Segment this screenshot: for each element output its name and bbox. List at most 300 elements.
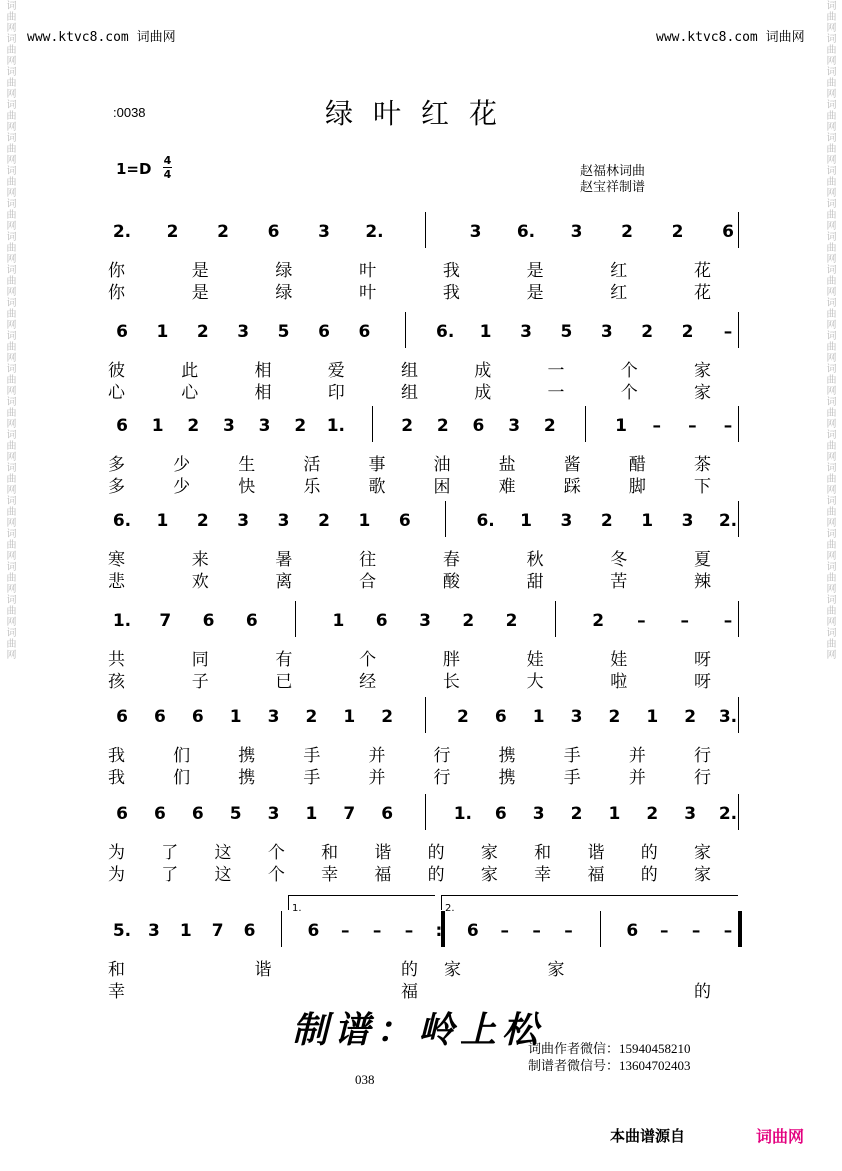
note: 1 xyxy=(179,921,192,941)
note: 2. xyxy=(718,511,738,531)
note: 3 xyxy=(570,222,583,242)
note: 3 xyxy=(681,511,694,531)
barline xyxy=(738,697,739,733)
volta-label: 1. xyxy=(292,903,302,914)
note: – xyxy=(372,921,382,941)
note: 6 xyxy=(375,611,388,631)
lyric-char: 的 xyxy=(640,865,658,885)
barline xyxy=(738,601,739,637)
lyric-char: 组 xyxy=(401,361,418,381)
note: – xyxy=(723,416,733,436)
lyric-char: 的 xyxy=(640,843,658,863)
barline xyxy=(555,601,556,637)
lyric-char: 个 xyxy=(620,383,638,403)
note: 1 xyxy=(479,322,492,342)
lyric-char: 这 xyxy=(214,843,232,863)
note: 2 xyxy=(456,707,469,727)
lyric-char: 一 xyxy=(547,361,565,381)
note: 3 xyxy=(237,511,250,531)
note: 2 xyxy=(543,416,556,436)
lyric-char: 个 xyxy=(267,865,285,885)
lyric-char: 幸 xyxy=(321,865,339,885)
note: 3 xyxy=(147,921,160,941)
lyric-char: 家 xyxy=(694,383,711,403)
lyric-char: 长 xyxy=(442,672,460,692)
note: 2 xyxy=(608,707,621,727)
barline xyxy=(738,501,739,537)
lyric-char: 家 xyxy=(480,843,498,863)
note: 3 xyxy=(600,322,613,342)
note: 1 xyxy=(532,707,545,727)
lyric-char: 心 xyxy=(181,383,199,403)
note: 3 xyxy=(532,804,545,824)
note: 6 xyxy=(722,222,734,242)
lyric-char: 谐 xyxy=(587,843,605,863)
note: 6 xyxy=(358,322,371,342)
lyric-char: 大 xyxy=(526,672,544,692)
lyric-char: 子 xyxy=(191,672,209,692)
lyric-char: 醋 xyxy=(628,455,646,475)
note: 5. xyxy=(112,921,132,941)
note: 3 xyxy=(267,707,280,727)
note: 1 xyxy=(343,707,356,727)
note: 6 xyxy=(202,611,215,631)
note: 1 xyxy=(229,707,242,727)
note: 6 xyxy=(116,707,128,727)
note: 2 xyxy=(305,707,318,727)
note: 3 xyxy=(277,511,290,531)
lyric-char: 并 xyxy=(368,746,386,766)
note: 2 xyxy=(196,511,209,531)
note: 2 xyxy=(217,222,229,242)
note: 1 xyxy=(646,707,659,727)
note: 6. xyxy=(436,322,455,342)
note: – xyxy=(637,611,646,631)
note: 5 xyxy=(560,322,573,342)
lyric-char: 脚 xyxy=(628,477,646,497)
lyric-char: 活 xyxy=(303,455,321,475)
lyric-char: 欢 xyxy=(191,572,209,592)
barline xyxy=(372,406,373,442)
lyric-char: 手 xyxy=(563,746,581,766)
lyric-char: 合 xyxy=(359,572,377,592)
lyric-char: 并 xyxy=(628,746,646,766)
lyric-char: 我 xyxy=(442,283,460,303)
lyric-char: 手 xyxy=(563,768,581,788)
time-bottom: 4 xyxy=(163,168,172,181)
note: 2 xyxy=(294,416,307,436)
lyric-char: 乐 xyxy=(303,477,321,497)
lyric-char: 呀 xyxy=(694,650,711,670)
note: – xyxy=(659,921,669,941)
lyric-char: 少 xyxy=(173,477,191,497)
lyric-char: 花 xyxy=(694,261,711,281)
lyric-char: 下 xyxy=(694,477,711,497)
note: – xyxy=(404,921,414,941)
note: 6 xyxy=(191,804,204,824)
note: 2 xyxy=(641,322,654,342)
lyric-char: 手 xyxy=(303,768,321,788)
lyric-char: 多 xyxy=(108,455,125,475)
note: 6 xyxy=(318,322,330,342)
lyric-char: 歌 xyxy=(368,477,386,497)
time-signature xyxy=(163,155,172,180)
lyric-char: 绿 xyxy=(275,283,293,303)
note: – xyxy=(691,921,701,941)
lyric-char: 油 xyxy=(433,455,451,475)
right-watermark-strip xyxy=(820,0,842,1171)
note: 7 xyxy=(343,804,356,824)
lyric-char: 你 xyxy=(108,283,125,303)
note: 6 xyxy=(153,707,166,727)
note: 1. xyxy=(453,804,473,824)
note: – xyxy=(680,611,689,631)
lyric-char: 为 xyxy=(108,843,125,863)
lyric-char: 家 xyxy=(480,865,498,885)
key-signature: 1=D xyxy=(116,160,152,178)
note: 3 xyxy=(258,416,271,436)
lyric-char: 酸 xyxy=(442,572,460,592)
arranger-signature: 制谱：岭上松 xyxy=(292,1009,545,1051)
lyric-char: 啦 xyxy=(610,672,628,692)
lyric-char: 的 xyxy=(401,960,418,980)
lyric-char: 同 xyxy=(191,650,209,670)
lyric-char: 夏 xyxy=(694,550,711,570)
note: 6 xyxy=(116,416,128,436)
time-top: 4 xyxy=(163,154,172,167)
lyric-char: 孩 xyxy=(108,672,125,692)
note: 2 xyxy=(318,511,330,531)
lyric-char: 我 xyxy=(108,746,125,766)
note: – xyxy=(532,921,541,941)
note: 6 xyxy=(494,707,507,727)
barline xyxy=(445,501,446,537)
lyric-char: 这 xyxy=(214,865,232,885)
lyric-char: 携 xyxy=(238,746,256,766)
lyric-char: 和 xyxy=(108,960,125,980)
barline xyxy=(425,697,426,733)
note: 2 xyxy=(505,611,518,631)
lyric-char: 家 xyxy=(694,865,711,885)
lyric-char: 秋 xyxy=(526,550,544,570)
lyric-char: 携 xyxy=(238,768,256,788)
lyric-char: 娃 xyxy=(526,650,544,670)
note: 3 xyxy=(520,322,532,342)
barline xyxy=(585,406,586,442)
lyric-char: 叶 xyxy=(359,261,377,281)
lyric-char: 组 xyxy=(401,383,418,403)
note: 1 xyxy=(520,511,532,531)
lyric-char: 行 xyxy=(433,746,451,766)
note: 1. xyxy=(112,611,132,631)
header-url-left[interactable]: www.ktvc8.com 词曲网 xyxy=(27,30,176,45)
note: 1 xyxy=(358,511,371,531)
note: 7 xyxy=(159,611,172,631)
right-watermark: 词曲网词曲网词曲网词曲网词曲网词曲网词曲网词曲网词曲网词曲网词曲网词曲网词曲网词曲网词曲网词曲网词曲网词曲网词曲网词曲网 xyxy=(824,0,835,660)
lyric-char: 手 xyxy=(303,746,321,766)
lyric-char: 胖 xyxy=(442,650,460,670)
lyric-char: 寒 xyxy=(108,550,125,570)
note: 1 xyxy=(641,511,654,531)
lyric-char: 叶 xyxy=(359,283,377,303)
lyric-char: 困 xyxy=(433,477,451,497)
source-label: 本曲谱源自 xyxy=(610,1127,686,1145)
lyric-char: 少 xyxy=(173,455,191,475)
note: 6 xyxy=(153,804,166,824)
lyric-char: 福 xyxy=(374,865,392,885)
note: 5 xyxy=(229,804,242,824)
note: 6 xyxy=(494,804,507,824)
lyric-char: 们 xyxy=(173,746,191,766)
note: – xyxy=(652,416,661,436)
lyric-char: 你 xyxy=(108,261,125,281)
lyric-char: 家 xyxy=(694,361,711,381)
note: 1 xyxy=(151,416,164,436)
barline xyxy=(738,212,739,248)
lyric-char: 花 xyxy=(694,283,711,303)
barline xyxy=(600,911,601,947)
lyric-char: 谐 xyxy=(374,843,392,863)
lyric-char: 离 xyxy=(275,572,293,592)
barline xyxy=(281,911,282,947)
lyric-char: 和 xyxy=(534,843,552,863)
note: 2. xyxy=(112,222,132,242)
note: 2 xyxy=(621,222,633,242)
lyric-char: 绿 xyxy=(275,261,293,281)
note: 2 xyxy=(401,416,414,436)
lyric-char: 往 xyxy=(359,550,377,570)
lyric-char: 的 xyxy=(427,865,445,885)
left-watermark-strip xyxy=(0,0,22,1171)
lyric-char: 事 xyxy=(368,455,386,475)
note: 3 xyxy=(570,707,583,727)
note: – xyxy=(723,611,733,631)
lyric-char: 悲 xyxy=(108,572,125,592)
lyric-char: 携 xyxy=(498,768,516,788)
brand-link[interactable]: 词曲网 xyxy=(756,1127,805,1146)
note: 1 xyxy=(156,322,169,342)
lyric-char: 此 xyxy=(181,361,199,381)
note: 3 xyxy=(508,416,521,436)
barline xyxy=(295,601,296,637)
lyric-char: 经 xyxy=(359,672,377,692)
lyric-char: 暑 xyxy=(275,550,293,570)
lyric-char: 我 xyxy=(108,768,125,788)
lyric-char: 谐 xyxy=(254,960,272,980)
note: 6 xyxy=(245,611,258,631)
lyric-char: 福 xyxy=(401,982,418,1002)
lyric-char: 了 xyxy=(161,843,179,863)
note: 1 xyxy=(615,416,627,436)
lyric-char: 幸 xyxy=(108,982,125,1002)
note: 3 xyxy=(419,611,431,631)
note: – xyxy=(688,416,697,436)
note: 3 xyxy=(684,804,697,824)
lyric-char: 来 xyxy=(191,550,209,570)
lyric-char: 我 xyxy=(442,261,460,281)
note: 2 xyxy=(381,707,394,727)
lyric-char: 是 xyxy=(191,261,209,281)
note: 2 xyxy=(187,416,200,436)
lyric-char: 的 xyxy=(694,982,711,1002)
note: 7 xyxy=(211,921,224,941)
left-watermark: 词曲网词曲网词曲网词曲网词曲网词曲网词曲网词曲网词曲网词曲网词曲网词曲网词曲网词曲网词曲网词曲网词曲网词曲网词曲网词曲网 xyxy=(4,0,15,660)
lyric-char: 红 xyxy=(610,283,628,303)
author-wechat: 词曲作者微信：15940458210 xyxy=(528,1041,691,1056)
lyric-char: 苦 xyxy=(610,572,628,592)
lyric-char: 个 xyxy=(359,650,377,670)
lyric-char: 甜 xyxy=(526,572,544,592)
note: 2 xyxy=(681,322,694,342)
lyric-char: 为 xyxy=(108,865,125,885)
note: 5 xyxy=(277,322,290,342)
final-barline xyxy=(738,911,742,947)
note: 2 xyxy=(684,707,697,727)
lyric-char: 是 xyxy=(526,283,544,303)
lyric-char: 成 xyxy=(474,383,492,403)
lyric-char: 的 xyxy=(427,843,445,863)
note: 3 xyxy=(560,511,573,531)
header-url-right[interactable]: www.ktvc8.com 词曲网 xyxy=(656,30,805,45)
note: 2. xyxy=(365,222,384,242)
lyric-char: 彼 xyxy=(108,361,125,381)
note: 6 xyxy=(116,322,128,342)
lyric-char: 难 xyxy=(498,477,516,497)
note: 2. xyxy=(718,804,738,824)
barline xyxy=(425,212,426,248)
lyric-char: 个 xyxy=(620,361,638,381)
lyric-char: 家 xyxy=(444,960,461,980)
credit-arranger: 赵宝祥制谱 xyxy=(580,179,646,194)
lyric-char: 福 xyxy=(587,865,605,885)
note: 1 xyxy=(305,804,318,824)
page-number: 038 xyxy=(355,1072,375,1087)
volta-label: 2. xyxy=(445,903,455,914)
barline xyxy=(425,794,426,830)
note: 2 xyxy=(600,511,613,531)
lyric-char: 红 xyxy=(610,261,628,281)
note: 3 xyxy=(469,222,482,242)
lyric-char: 印 xyxy=(327,383,345,403)
note: 2 xyxy=(462,611,475,631)
lyric-char: 幸 xyxy=(534,865,552,885)
volta-bracket-1 xyxy=(288,895,435,914)
note: 3 xyxy=(267,804,280,824)
note: 6 xyxy=(398,511,411,531)
note: 6 xyxy=(243,921,256,941)
lyric-char: 家 xyxy=(694,843,711,863)
lyric-char: 了 xyxy=(161,865,179,885)
note: 6 xyxy=(466,921,479,941)
note: – xyxy=(723,322,733,342)
note: 3 xyxy=(223,416,235,436)
lyric-char: 多 xyxy=(108,477,125,497)
lyric-char: 冬 xyxy=(610,550,628,570)
lyric-char: 家 xyxy=(547,960,565,980)
lyric-char: 已 xyxy=(275,672,293,692)
lyric-char: 盐 xyxy=(498,455,516,475)
lyric-char: 相 xyxy=(254,361,272,381)
note: 1 xyxy=(156,511,169,531)
song-title: 绿叶红花 xyxy=(324,97,517,130)
barline xyxy=(738,794,739,830)
lyric-char: 酱 xyxy=(563,455,581,475)
note: – xyxy=(500,921,509,941)
lyric-char: 辣 xyxy=(694,572,711,592)
note: 6 xyxy=(267,222,280,242)
note: 1 xyxy=(608,804,621,824)
lyric-char: 们 xyxy=(173,768,191,788)
repeat-dots: : xyxy=(435,921,443,941)
note: 6. xyxy=(516,222,536,242)
note: 2 xyxy=(671,222,684,242)
note: 2 xyxy=(166,222,179,242)
arranger-wechat: 制谱者微信号：13604702403 xyxy=(528,1058,691,1073)
note: 2 xyxy=(570,804,583,824)
volta-bracket-2 xyxy=(441,895,738,914)
song-code: :0038 xyxy=(113,105,146,120)
note: 2 xyxy=(592,611,605,631)
barline xyxy=(738,312,739,348)
note: 3 xyxy=(237,322,250,342)
note: 2 xyxy=(196,322,209,342)
note: 3 xyxy=(318,222,330,242)
lyric-char: 踩 xyxy=(563,477,581,497)
credit-composer: 赵福林词曲 xyxy=(580,163,646,178)
note: 6 xyxy=(626,921,639,941)
note: 3. xyxy=(718,707,738,727)
note: 1. xyxy=(326,416,346,436)
note: 6 xyxy=(116,804,128,824)
note: 1 xyxy=(332,611,345,631)
lyric-char: 娃 xyxy=(610,650,628,670)
note: 6 xyxy=(191,707,204,727)
lyric-char: 携 xyxy=(498,746,516,766)
lyric-char: 行 xyxy=(694,746,711,766)
lyric-char: 行 xyxy=(694,768,711,788)
lyric-char: 共 xyxy=(108,650,125,670)
lyric-char: 有 xyxy=(275,650,293,670)
lyric-char: 和 xyxy=(321,843,339,863)
barline xyxy=(405,312,406,348)
note: 6 xyxy=(381,804,394,824)
lyric-char: 生 xyxy=(238,455,256,475)
lyric-char: 个 xyxy=(267,843,285,863)
lyric-char: 快 xyxy=(238,477,256,497)
note: 6. xyxy=(476,511,495,531)
lyric-char: 并 xyxy=(368,768,386,788)
lyric-char: 爱 xyxy=(327,361,345,381)
note: 6 xyxy=(472,416,485,436)
barline xyxy=(738,406,739,442)
lyric-char: 相 xyxy=(254,383,272,403)
note: – xyxy=(723,921,733,941)
note: 6 xyxy=(307,921,320,941)
lyric-char: 成 xyxy=(474,361,492,381)
lyric-char: 一 xyxy=(547,383,565,403)
note: 2 xyxy=(436,416,449,436)
lyric-char: 心 xyxy=(108,383,125,403)
lyric-char: 并 xyxy=(628,768,646,788)
lyric-char: 春 xyxy=(442,550,460,570)
note: – xyxy=(564,921,573,941)
lyric-char: 茶 xyxy=(694,455,711,475)
lyric-char: 行 xyxy=(433,768,451,788)
lyric-char: 是 xyxy=(526,261,544,281)
note: – xyxy=(341,921,350,941)
note: 2 xyxy=(646,804,659,824)
lyric-char: 是 xyxy=(191,283,209,303)
